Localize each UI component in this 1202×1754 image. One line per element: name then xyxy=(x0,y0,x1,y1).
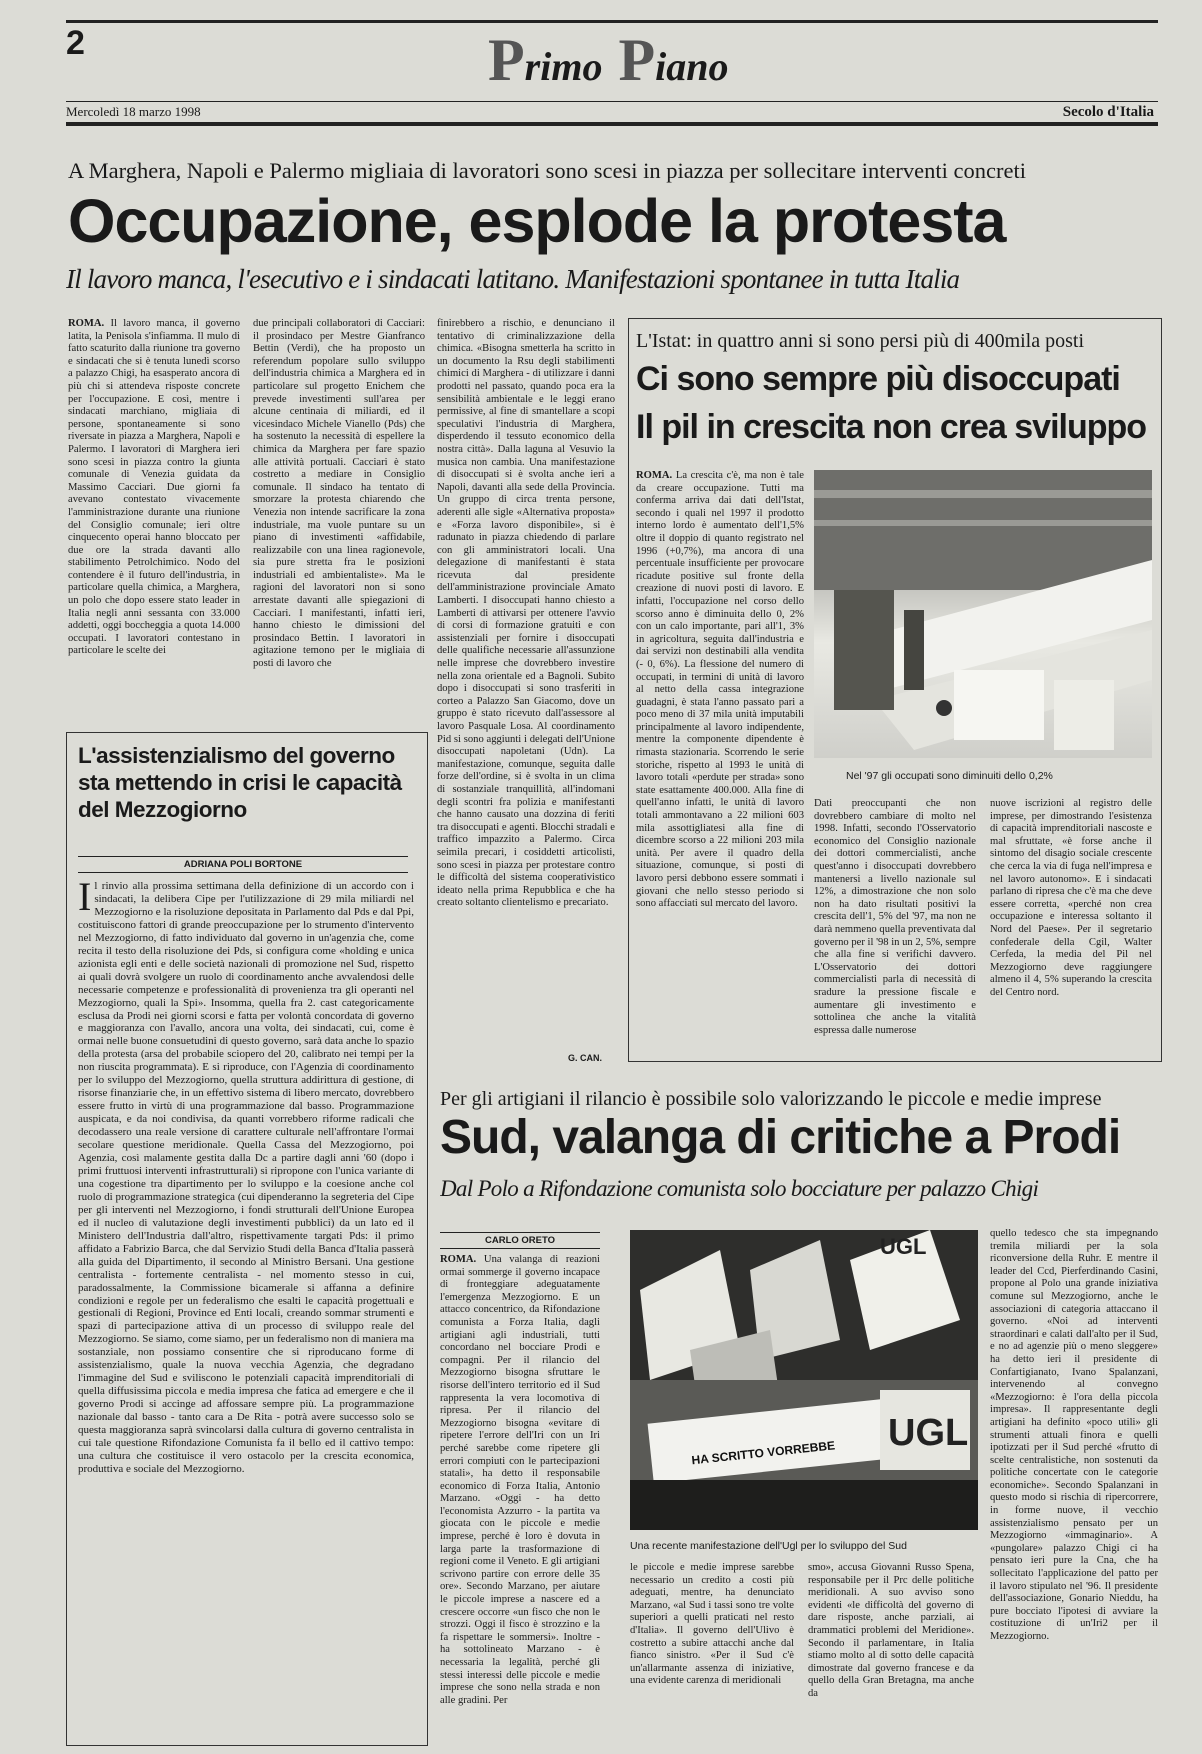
lead-dateline: ROMA. xyxy=(68,318,105,329)
top-rule xyxy=(66,20,1158,23)
opinion-body xyxy=(78,880,414,1736)
lead-col2-text: due principali collaboratori di Cacciari: il prosindaco per Mestre Gianfranco Bettin (Verdi), che ha proposto un referendum popolare sullo sviluppo dell'industria chimica a Marghera ed in particolare sul progetto Enichem che prevede investimenti sull'area per alcune centinaia di miliardi, ed il vicesindaco Michele Vianello (Pds) che ha sostenuto la necessità di espellere la chimica da Marghera per fare spazio alle attività portuali. Cacciari è stato costretto a mediare in Consiglio comunale. Il sindaco ha tentato di smorzare la protesta chiarendo che Venezia non intende sacrificare la zona industriale, ma vuole puntare su un piano di investimenti «affidabile, realizzabile con una linea ragionevole, sia pure stretta fra le posizioni industriali ed ambientaliste». Ma le ragioni del lavoratori non si sono arrestate davanti alle spiegazioni di Cacciari. I manifestanti, infatti ieri, hanno chiesto le dimissioni del prosindaco Bettin. I lavoratori in agitazione temono per le migliaia di posti di lavoro che xyxy=(253,318,425,670)
opinion-author: ADRIANA POLI BORTONE xyxy=(78,856,408,873)
sud-headline: Sud, valanga di critiche a Prodi xyxy=(440,1111,1121,1164)
lead-column-2 xyxy=(253,318,425,714)
sud-photo-caption: Una recente manifestazione dell'Ugl per lo sviluppo del Sud xyxy=(630,1540,907,1552)
lead-column-3 xyxy=(437,318,615,1054)
sud-col2-text: le piccole e medie imprese sarebbe necessario un credito a costi più adeguati, mentre, ha denunciato Marzano, «al Sud i tassi sono tre volte superiori a quelli praticati nel resto d'Italia». Il governo dell'Ulivo è costretto a subire attacchi anche dal fianco sinistro. «Per il Sud c'è un'allarmante assenza di iniziative, una evidente carenza di meridionali xyxy=(630,1562,794,1687)
section-logo-cap1: P xyxy=(488,27,525,93)
sud-kicker: Per gli artigiani il rilancio è possibile solo valorizzando le piccole e medie imprese xyxy=(440,1088,1102,1110)
istat-headline-2: Il pil in crescita non crea sviluppo xyxy=(636,408,1147,446)
istat-column-3 xyxy=(990,798,1152,1046)
sud-col1-text: Una valanga di reazioni ormai sommerge il governo incapace di fronteggiare adeguatamente l'emergenza Mezzogiorno. E un attacco concentrico, da Rifondazione comunista a Forza Italia, dagli artigiani agli industriali, tutti concordano nel bocciare Prodi e compagni. Per il rilancio del Mezzogiorno bisogna sfruttare le risorse dell'intero territorio ed il Sud rappresenta la vera locomotiva di ripresa. Per il rilancio del Mezzogiorno bisogna «evitare di ripetere l'errore dell'Iri con un Iri perché sarebbe come ripetere gli errori compiuti con le partecipazioni statali», ha detto il responsabile economico di Forza Italia, Antonio Marzano. «Oggi - ha detto l'economista Azzurro - la partita va giocata con le piccole e medie imprese, perché è loro è dovuta in larga parte la trasformazione di regioni come il Veneto. E gli artigiani scrivono partire con errore delle 35 ore». Secondo Marzano, per aiutare le piccole imprese a nascere ed a crescere occorre «un fisco che non le strozzi. Oggi il fisco è strozzino e la fa rispettare le sommersi». Inoltre - ha sottolineato Marzano - è necessaria la legalità, perché gli stessi interessi delle piccole e medie imprese che sono nella strada e non alle gradini. Per xyxy=(440,1254,600,1706)
lead-signature: G. CAN. xyxy=(568,1053,603,1063)
section-logo xyxy=(488,26,728,95)
page-number: 2 xyxy=(66,24,85,62)
istat-column-2 xyxy=(814,798,976,1046)
demonstration-photo xyxy=(630,1230,978,1530)
istat-headline-1: Ci sono sempre più disoccupati xyxy=(636,360,1120,398)
istat-col2-text: Dati preoccupanti che non dovrebbero cambiare di molto nel 1998. Infatti, secondo l'Osservatorio economico del Consiglio nazionale dei dottori commercialisti, anche quest'anno i disoccupati dovrebbero mantenersi a livello nazionale sul 12%, a dimostrazione che non solo non ha dato risultati positivi la crescita dell'1, 5% del '97, ma non ne darà nemmeno quella preventivata dal governo per il '98 in un 2, 5%, sempre che alla fine si verifichi davvero. L'Osservatorio dei dottori commercialisti parla di necessità di sradure la pressione fiscale e aumentare gli investimento e sottolinea che anche la vitalità espressa dalle numerose xyxy=(814,798,976,1036)
lead-kicker: A Marghera, Napoli e Palermo migliaia di lavoratori sono scesi in piazza per sollecitare interventi concreti xyxy=(68,158,1026,183)
sud-column-4 xyxy=(990,1228,1158,1746)
opinion-body-text: l rinvio alla prossima settimana della definizione di un accordo con i sindacati, la delibera Cipe per l'utilizzazione di 29 mila miliardi nel Mezzogiorno e la risoluzione depositata in Parlamento dal Pds e dal Ppi, costituiscono fattori di grande preoccupazione per lo strumento d'intervento nel Mezzogiorno, di fatto individuato dal governo in un'agenzia che, come recita il testo della risoluzione dei Pds, si configura come «holding e unica azionista egli enti e delle società nazionali di promozione nel Sud, rispetto ai quali dovrà svolgere un ruolo di coordinamento anche avvalendosi delle necessarie competenze e professionalità di provenienza tra gli operanti nel Mezzogiorno, quali la Spi». Insomma, quella fra 2. cast categoricamente esclusa da Prodi nei giorni scorsi e fatta per volontà concordata di governo e maggioranza con l'avallo, ancora una volta, dei sindacati, cui, come è ormai nelle buone consuetudini di questo governo, sarà data anche lo spazio della protesta (arsa del probabile sciopero del 20, calibrato nei tempi per la non riuscita programmata). E si riproduce, con l'Agenzia di coordinamento per lo sviluppo del Mezzogiorno, quella struttura addirittura di gestione, di risorse finanziarie che, in un effettivo sistema di libero mercato, dovrebbero essere frutto in virtù di una programmazione dal basso. Programmazione auspicata, e da noi condivisa, da quanti vorrebbero riforme radicali che decodassero una reale versione di carattere culturale nell'affrontare l'ormai secolare questione meridionale. Quella Cassa del Mezzogiorno, poi Agenzia, così malamente gestita dalla Dc a partire dagli anni '60 (dopo i primi fruttuosi interventi infrastrutturali) si ripropone con l'unica variante di una cogestione tra dipartimento per lo sviluppo e la coesione anche col ruolo di programmazione strategica (cui dipenderanno la segreteria del Cipe per gli interventi nel Mezzogiorno, i fondi strutturali dell'Unione Europea ed il nucleo di valutazione degli investimenti pubblici) da un lato ed il Ministero dell'Industria dall'altro, rispettivamente targati Pds: il primo affidato a Fabrizio Barca, che dal Servizio Studi della Banca d'Italia passerà alla guida del Dipartimento, il secondo al Ministro Bersani. Una gestione centralista - fortemente centralista - nel momento stesso in cui, paradossalmente, la Commissione bicamerale si affanna a definire condizioni e regole per un federalismo che esalti le capacità progettuali e gestionali di Regioni, Province ed Enti locali, creando sommar strumenti e spazi di partecipazione attiva di un processo di sviluppo reale del Mezzogiorno. Se siamo, come siamo, per un federalismo non di maniera ma sostanziale, non possiamo consentire che si riproducano forme di assistenzialismo, quale la nuova vecchia Agenzia, che degradano l'immagine del Sud e sviliscono le potenziali capacità imprenditoriali di quella diffusissima piccola e media impresa che fatica ad emergere e che il governo Prodi si accinge ad affossare sempre più. La programmazione nazionale dal basso - tanto cara a De Rita - potrà avere successo solo se questa maggioranza saprà svincolarsi dalla cultura di governo centralista in cui tale questione Rifondazione Comunista fa il bello ed il cattivo tempo: una cultura che costituisce il vero ostacolo per la crescita economica, produttiva e sociale del Mezzogiorno. xyxy=(78,880,414,1475)
paper-name: Secolo d'Italia xyxy=(1062,104,1154,120)
istat-column-1 xyxy=(636,470,804,1046)
masthead-rule-thick xyxy=(66,122,1158,126)
lead-headline: Occupazione, esplode la protesta xyxy=(68,187,1006,255)
sud-column-3 xyxy=(808,1562,974,1746)
factory-illustration xyxy=(814,470,1152,758)
istat-dateline: ROMA. xyxy=(636,470,673,481)
lead-column-1 xyxy=(68,318,240,714)
istat-col3-text: nuove iscrizioni al registro delle imprese, per dimostrando l'esistenza di capacità imprenditoriali nascoste e mal sfruttate, «è forse anche il sintomo del disagio sociale crescente che cerca la via di fuga nell'impresa e nel lavoro autonomo». E i sindacati parlano di ripresa che c'è ma che deve essere corretta, «perché non crea occupazione e interessa soltanto il Nord del Paese». Per il segretario confederale della Cgil, Walter Cerfeda, la media del Pil nel Mezzogiorno deve raggiungere almeno il 4, 5% superando la crescita del Centro nord. xyxy=(990,798,1152,998)
sud-column-2 xyxy=(630,1562,794,1746)
opinion-drop-cap: I xyxy=(78,880,92,919)
issue-date: Mercoledì 18 marzo 1998 xyxy=(66,104,201,119)
factory-photo xyxy=(814,470,1152,758)
istat-col1-text: La crescita c'è, ma non è tale da creare occupazione. Tutti ma conferma arriva dai dati dell'Istat, secondo i quali nel 1997 il prodotto interno lordo è aumentato dell'1,5% oltre il doppio di quanto registrato nel 1996 (+0,7%), ma ancora di una percentuale insufficiente per provocare ricadute positive sul fronte della creazione di nuovi posti di lavoro. E infatti, l'occupazione nel corso dello scorso anno è diminuita dello 0, 2% con un calo importante, pari all'1, 3% in agricoltura, seguita dall'industria e dai servizi non destinabili alla vendita (- 0, 6%). La flessione del numero di occupati, in termini di unità di lavoro al netto della cassa integrazione guadagni, è stata l'anno passato pari a poco meno di 37 mila unità imputabili principalmente al lavoro indipendente, mentre la componente dipendente è rimasta stazionaria. Scorrendo le serie storiche, rispetto al 1993 le unità di lavoro totali «perdute per strada» sono state esattamente 400.000. Alla fine di quell'anno infatti, le unità di lavoro totali ammontavano a 22 milioni 603 mila assottigliatesi alla fine di dicembre scorso a 22 milioni 203 mila unità. Per avere il quadro della situazione, comunque, si posti di lavoro persi debbono essere sommati i giovani che nello stesso periodo si sono affacciati sul mercato del lavoro. xyxy=(636,470,804,910)
opinion-headline: L'assistenzialismo del governo sta mettendo in crisi le capacità del Mezzogiorno xyxy=(78,743,402,822)
banner-text: HA SCRITTO VORREBBE xyxy=(690,1438,836,1468)
section-logo-cap2: P xyxy=(618,27,656,93)
sud-col3-text: smo», accusa Giovanni Russo Spena, responsabile per il Prc delle politiche meridionali. A suo avviso sono evidenti «le difficoltà del governo di dare risposte, anche parziali, ai drammatici problemi del Meridione». Secondo il parlamentare, in Italia stiamo molto al di sotto delle capacità dimostrate dal governo francese e da quello della Gran Bretagna, ma anche da xyxy=(808,1562,974,1699)
lead-col3-text: finirebbero a rischio, e denunciano il tentativo di criminalizzazione della chimica. «Bisogna smetterla ha scritto in un documento la Rsu degli stabilimenti chimici di Marghera - di utilizzare i danni prodotti nel passato, quando poca era la sensibilità ambientale e le leggi erano permissive, al fine di smantellare a scopi speculativi l'industria di Marghera, disperdendo il tessuto economico della nostra città». Dalla laguna al Vesuvio la musica non cambia. Una manifestazione di disoccupati si è svolta anche ieri a Napoli, davanti alla sede della Provincia. Un gruppo di circa trenta persone, aderenti alle sigle «Alternativa proposta» e «Forza lavoro disponibile», si è radunato in piazza chiedendo di parlare con gli amministratori locali. Una delegazione di manifestanti è stata ricevuta dal presidente dell'amministrazione provinciale Amato Lamberti. I disoccupati hanno chiesto a Lamberti di attivarsi per ottenere l'avvio di corsi di formazione gratuiti e con assistenziali per fornire i disoccupati delle qualifiche necessarie all'assunzione nelle imprese che dovrebbero investire nella zona orientale ed a Bagnoli. Subito dopo i disoccupati si sono trasferiti in corteo a Palazzo San Giacomo, dove un gruppo è stato ricevuto dall'assessore al lavoro Pasquale Losa. Al coordinamento Pid si sono aggiunti i delegati dell'Unione disoccupati napoletani (Udn). La manifestazione, comunque, seguita dalle forze dell'ordine, si è svolta in un clima di sostanziale tranquillità, all'indomani degli scontri fra polizia e manifestanti che hanno causato una dozzina di feriti tra disoccupati e agenti. Blocchi stradali e traffico impazzito a Palermo. Circa seimila precari, i cosiddetti articolisti, sono scesi in piazza per protestare contro le difficoltà del sistema cooperativistico ideato nella prima Repubblica e che ha creato soltanto clientelismo e precariato. xyxy=(437,318,615,909)
section-logo-word2: iano xyxy=(655,44,729,89)
masthead-rule-thin xyxy=(66,101,1158,102)
section-logo-word1: rimo xyxy=(524,44,603,89)
istat-kicker: L'Istat: in quattro anni si sono persi più di 400mila posti xyxy=(636,330,1085,352)
sud-column-1 xyxy=(440,1254,600,1746)
lead-subhead: Il lavoro manca, l'esecutivo e i sindacati latitano. Manifestazioni spontanee in tutta Italia xyxy=(66,264,960,294)
ugl-logo: UGL xyxy=(888,1412,969,1454)
sud-subhead: Dal Polo a Rifondazione comunista solo bocciature per palazzo Chigi xyxy=(440,1176,1039,1201)
sud-dateline: ROMA. xyxy=(440,1254,477,1265)
ugl-flag-logo: UGL xyxy=(880,1234,927,1259)
sud-col4-text: quello tedesco che sta impegnando tremila miliardi per la sola riconversione della Ruhr. E mentre il leader del Ccd, Pierferdinando Casini, propone al Polo una grande iniziativa comune sul Mezzogiorno, anche le associazioni di categoria attaccano il governo. «Noi ad interventi straordinari e calati dall'alto per il Sud, e no ad agenzie più o meno sleggere» ha detto ieri il presidente di Confartigianato, Ivano Spalanzani, intervenendo al convegno «Mezzogiorno: è l'ora della piccola impresa». Il rappresentante degli artigiani ha definito «poco utili» gli strumenti attuali finora e quelli ipotizzati per il Sud perché «frutto di scelte centralistiche, non sostenuti da politiche concertate con le categorie economiche». Secondo Spalanzani in questo modo si rischia di ripercorrere, in forme nuove, il vecchio assistenzialismo pensato per un Mezzogiorno «immaginario». A «pungolare» palazzo Chigi ci ha pensato ieri pure la Cna, che ha sollecitato l'applicazione del patto per il lavoro stipulato nel '96. Il presidente dell'associazione, Gonario Nieddu, ha pure bocciato l'ipotesi di avviare la costituzione di un'Iri2 per il Mezzogiorno. xyxy=(990,1228,1158,1642)
lead-col1-text: Il lavoro manca, il governo latita, la Penisola s'infiamma. Il mulo di fatto scaturito dalla riunione tra governo e sindacati che si è tenuta lunedì scorso a palazzo Chigi, ha esasperato ancora di più chi si attendeva risposte concrete per l'occupazione. E così, mentre i sindacati marchiano, migliaia di persone, spontaneamente si sono riversate in piazza a Marghera, Napoli e Palermo. I lavoratori di Marghera ieri sono scesi in piazza contro la giunta comunale di Venezia guidata da Massimo Cacciari. Due giorni fa avevano contestato vivacemente l'amministrazione durante una riunione del Consiglio comunale; ieri oltre cinquecento operai hanno bloccato per due ore la strada davanti allo stabilimento Petrolchimico. Nodo del contendere è il futuro dell'industria, in particolare quella chimica, a Marghera, un polo che dopo essere stato leader in Italia negli anni sessanta con 33.000 addetti, oggi boccheggia a quota 14.000 occupati. I lavoratori contestano in particolare le scelte dei xyxy=(68,318,240,657)
sud-author: CARLO ORETO xyxy=(440,1232,600,1249)
istat-photo-caption: Nel '97 gli occupati sono diminuiti dello 0,2% xyxy=(846,770,1053,782)
demonstration-illustration xyxy=(630,1230,978,1530)
